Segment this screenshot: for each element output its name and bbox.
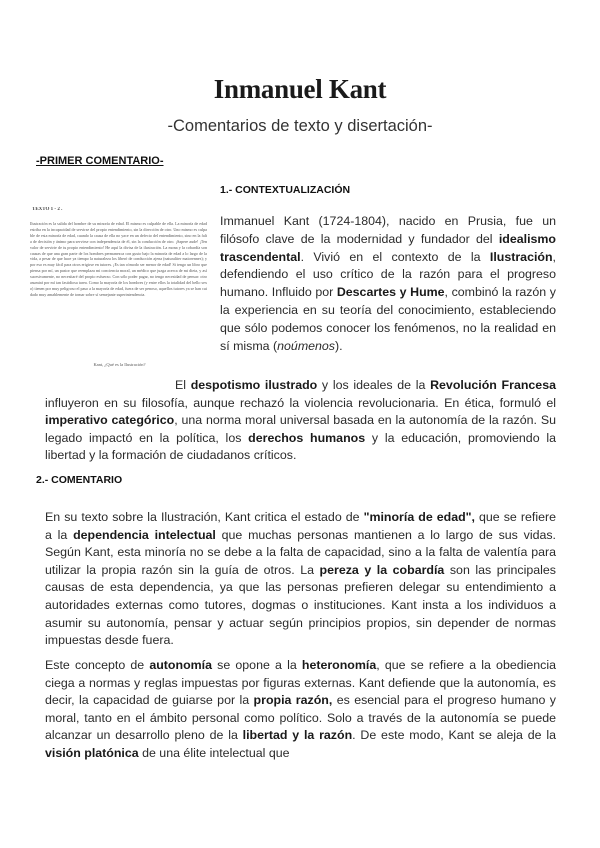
contextualizacion-heading: 1.- CONTEXTUALIZACIÓN (220, 184, 351, 196)
comentario-paragraph-1: En su texto sobre la Ilustración, Kant critica el estado de "minoría de edad", que se refiere a la dependencia intelectual que muchas personas mantienen a lo largo de sus vidas. Según Kant, esta minoría no se debe a la falta de capacidad, sino a la falta de valentía para utilizar la propia razón sin la guía de otros. La pereza y la cobardía son las principales causas de esta dependencia, ya que las personas prefieren delegar su entendimiento a autoridades externas como tutores, dogmas o instituciones. Kant insta a los individuos a asumir su autonomía, pensar y actuar según principios propios, sin depender de normas impuestas desde fuera. (45, 510, 557, 648)
thumbnail-caption: Kant, ¿Qué es la Ilustración? (93, 362, 146, 367)
comentario-paragraph-2: Este concepto de autonomía se opone a la heteronomía, que se refiere a la obediencia ciega a normas y reglas impuestas por figuras externas. Kant defiende que la autonomía, es decir, la capacidad de guiarse por la propia razón, es esencial para el progreso humano y moral, tanto en el ámbito personal como político. Solo a través de la autonomía se puede alcanzar un desarrollo pleno de la libertad y la razón. De este modo, Kant se aleja de la visión platónica de una élite intelectual que (45, 658, 556, 760)
page-title: Inmanuel Kant (213, 74, 387, 104)
contextualizacion-paragraph-2: El despotismo ilustrado y los ideales de la Revolución Francesa influyeron en su filosofía, aunque rechazó la violencia revolucionaria. En ética, formuló el imperativo categórico, una norma moral universal basada en la autonomía de la razón. Su legado impactó en la política, los derechos humanos y la educación, promoviendo la libertad y la formación de ciudadanos críticos. (45, 378, 557, 463)
source-text-thumbnail (28, 207, 211, 372)
thumbnail-body: Ilustración es la salida del hombre de su minoría de edad. El mismo es culpable de ella. La minoría de edad estriba en la incapacidad de servirse del propio entendimiento, sin la dirección de otro. Uno mismo es culpable de esta minoría de edad, cuando la causa de ella no yace en un defecto del entendimiento, sino en la falta de decisión y ánimo para servirse con independencia de él, sin la conducción de otro. ¡Sapere aude! ¡Ten valor de servirte de tu propio entendimiento! He aquí la divisa de la ilustración. La mona y la cobardía son causas de que una gran parte de los hombres permanezca con gusto bajo la minoría de edad a lo largo de la vida, a pesar de que hace ya tiempo la naturaleza los liberó de conducción ajena (naturaliter maiorennes); y por eso es muy fácil para otros erigirse en tutores. ¡Es tan cómodo ser menor de edad! Si tengo un libro que piensa por mí, un pastor que reemplaza mi conciencia moral, un médico que juzga acerca de mi dieta, y así sucesivamente, no necesitaré del propio esfuerzo. Con sólo poder pagar, no tengo necesidad de pensar: otro asumirá por mí tan fastidiosa tarea. Como la mayoría de los hombres (y entre ellos la totalidad del bello sexo) tienen por muy peligroso el paso a la mayoría de edad, fuera de ser penoso, aquellos tutores ya se han cuidado muy amablemente de tomar sobre sí semejante superintendencia. (30, 221, 207, 297)
comentario-heading: 2.- COMENTARIO (36, 474, 123, 486)
thumbnail-label: TEXTO 1 - 2 . (32, 207, 63, 212)
page-subtitle: -Comentarios de texto y disertación- (167, 117, 433, 135)
section-label: -PRIMER COMENTARIO- (36, 155, 164, 167)
contextualizacion-paragraph-1: Immanuel Kant (1724-1804), nacido en Prusia, fue un filósofo clave de la modernidad y fundador del idealismo trascendental. Vivió en el contexto de la Ilustración, defendiendo el uso crítico de la razón para el progreso humano. Influido por Descartes y Hume, combinó la razón y la experiencia en su teoría del conocimiento, estableciendo que sólo podemos conocer los fenómenos, no la realidad en sí misma (noúmenos). (220, 214, 556, 353)
